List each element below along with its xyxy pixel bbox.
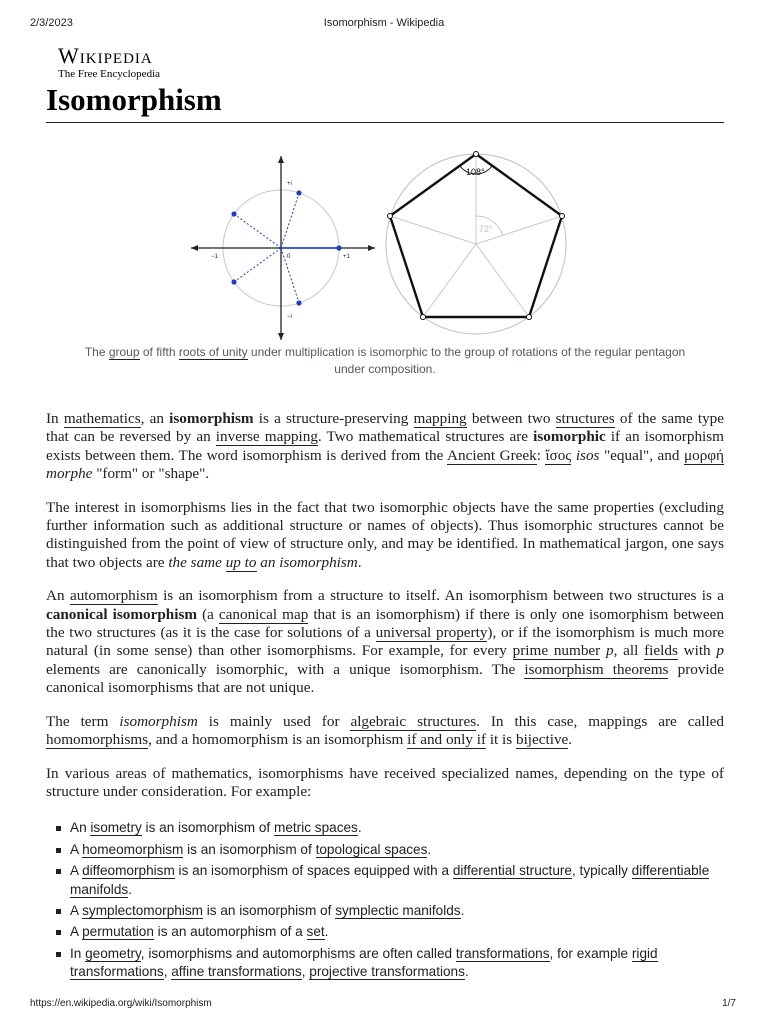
interior-angle-label: 108° — [466, 167, 485, 177]
caption-text: under multiplication is isomorphic to the group of rotations of the regular pentagon under composition. — [247, 345, 686, 376]
link-differential-structure[interactable]: differential structure — [452, 863, 572, 879]
paragraph-automorphism: An automorphism is an isomorphism from a structure to itself. An isomorphism between two structures is a canonical isomorphism (a canonical map that is an isomorphism) if there is only one isomorphism between the two structures (as it is the case for solutions of a universal property), or if the isomorphism is much more natural (in some sense) than other isomorphisms. For example, for every prime number p, all fields with p elements are canonically isomorphic, with a unique isomorphism. The isomorphism theorems provide canonical isomorphisms that are not unique. — [46, 587, 725, 697]
link-isomorphism-theorems[interactable]: isomorphism theorems — [524, 660, 669, 678]
link-permutation[interactable]: permutation — [82, 924, 154, 940]
list-item: A diffeomorphism is an isomorphism of spaces equipped with a differential structure, typically differentiable manifolds. — [70, 862, 724, 899]
central-angle-label: 72° — [479, 224, 493, 234]
real-axis-arrow — [368, 245, 375, 251]
link-inverse-mapping[interactable]: inverse mapping — [215, 428, 318, 446]
logo-wordmark: Wikipedia — [58, 43, 153, 68]
figure-caption — [80, 344, 690, 378]
print-date: 2/3/2023 — [30, 17, 73, 29]
spoke-3 — [423, 244, 476, 317]
link-symplectomorphism[interactable]: symplectomorphism — [82, 902, 203, 918]
print-footer — [0, 996, 768, 1024]
imaginary-axis-arrow-bottom — [278, 333, 284, 340]
label-minus-i: −i — [287, 314, 292, 320]
link-roots-of-unity[interactable]: roots of unity — [178, 345, 248, 359]
link-morphe[interactable]: μορφή — [683, 446, 724, 464]
list-item: A homeomorphism is an isomorphism of topological spaces. — [70, 841, 724, 859]
label-plus-i: +i — [287, 181, 292, 187]
link-structures[interactable]: structures — [555, 410, 615, 427]
link-canonical-map[interactable]: canonical map — [218, 605, 309, 623]
imaginary-axis-arrow — [278, 156, 284, 163]
spoke-4 — [476, 244, 529, 317]
root-radius-1 — [281, 193, 299, 248]
list-item: A symplectomorphism is an isomorphism of symplectic manifolds. — [70, 902, 724, 920]
list-item: In geometry, isomorphisms and automorphisms are often called transformations, for example rigid transformations, affine transformations, projective transformations. — [70, 945, 724, 982]
page-title: Isomorphism — [46, 80, 724, 123]
link-metric-spaces[interactable]: metric spaces — [274, 820, 358, 836]
root-point-3 — [231, 279, 236, 284]
root-radius-3 — [234, 248, 281, 282]
real-axis-arrow-left — [191, 245, 198, 251]
link-isos[interactable]: ἴσος — [545, 446, 572, 464]
root-point-4 — [296, 300, 301, 305]
article-body — [46, 410, 724, 985]
term-isomorphism: isomorphism — [169, 410, 254, 427]
root-point-2 — [231, 211, 236, 216]
link-set[interactable]: set — [306, 924, 325, 940]
link-rigid-transformations[interactable]: rigid transformations — [70, 945, 658, 980]
print-tab-title: Isomorphism - Wikipedia — [323, 17, 445, 29]
label-origin: 0 — [287, 254, 291, 260]
link-symplectic-manifolds[interactable]: symplectic manifolds — [335, 902, 461, 918]
label-plus-1: +1 — [343, 254, 350, 260]
link-isometry[interactable]: isometry — [90, 820, 142, 836]
link-topological-spaces[interactable]: topological spaces — [315, 841, 428, 857]
vertex-2 — [560, 214, 565, 219]
page-indicator: 1/7 — [722, 998, 736, 1009]
link-group[interactable]: group — [108, 345, 140, 359]
link-affine-transformations[interactable]: affine transformations — [171, 964, 302, 980]
list-item: An isometry is an isomorphism of metric spaces. — [70, 819, 724, 837]
lead-figure — [46, 148, 724, 378]
print-url: https://en.wikipedia.org/wiki/Isomorphism — [30, 998, 212, 1009]
roots-of-unity-plot — [191, 156, 375, 340]
vertex-3 — [527, 315, 532, 320]
vertex-1 — [474, 152, 479, 157]
term-isomorphic: isomorphic — [533, 428, 606, 446]
wikipedia-logo[interactable] — [58, 44, 160, 81]
link-automorphism[interactable]: automorphism — [69, 587, 158, 605]
link-mathematics[interactable]: mathematics — [63, 410, 141, 427]
print-header — [0, 0, 768, 34]
link-geometry[interactable]: geometry — [85, 945, 141, 961]
root-point-1 — [296, 190, 301, 195]
term-canonical-isomorphism: canonical isomorphism — [46, 605, 198, 623]
logo-tagline: The Free Encyclopedia — [58, 68, 161, 80]
root-point-0 — [336, 245, 341, 250]
spoke-2 — [390, 216, 476, 244]
link-prime-number[interactable]: prime number — [512, 642, 601, 660]
vertex-4 — [421, 315, 426, 320]
link-homeomorphism[interactable]: homeomorphism — [82, 841, 184, 857]
list-item: A permutation is an automorphism of a set. — [70, 923, 724, 941]
vertex-5 — [388, 214, 393, 219]
caption-text: The — [84, 345, 109, 359]
caption-text: of fifth — [139, 345, 179, 359]
paragraph-intro: In mathematics, an isomorphism is a structure-preserving mapping between two structures of the same type that can be reversed by an inverse mapping. Two mathematical structures are isomorphic if an isomorphism exists between them. The word isomorphism is derived from the Ancient Greek: ἴσος isos "equal", and μορφή morphe "form" or "shape". — [46, 410, 725, 483]
link-transformations[interactable]: transformations — [455, 945, 550, 961]
specialized-names-list — [46, 819, 724, 981]
link-up-to[interactable]: up to — [225, 553, 257, 571]
link-fields[interactable]: fields — [644, 642, 678, 660]
link-bijective[interactable]: bijective — [515, 731, 569, 749]
link-projective-transformations[interactable]: projective transformations — [309, 964, 465, 980]
link-universal-property[interactable]: universal property — [375, 624, 488, 642]
paragraph-interest: The interest in isomorphisms lies in the fact that two isomorphic objects have the same properties (excluding further information such as additional structure or names of objects). Thus isomorphic structures cannot be distinguished from the point of view of structure only, and may be identified. In mathematical jargon, one says that two objects are the same up to an isomorphism. — [46, 498, 724, 571]
link-differentiable-manifolds[interactable]: differentiable manifolds — [70, 863, 710, 897]
link-algebraic-structures[interactable]: algebraic structures — [350, 712, 477, 730]
label-minus-1: −1 — [211, 254, 218, 260]
link-diffeomorphism[interactable]: diffeomorphism — [82, 863, 175, 879]
link-homomorphisms[interactable]: homomorphisms — [46, 731, 149, 749]
pentagon-diagram — [386, 152, 566, 335]
roots-and-pentagon-diagram — [185, 148, 585, 340]
link-ancient-greek[interactable]: Ancient Greek — [447, 446, 537, 464]
paragraph-term: The term isomorphism is mainly used for algebraic structures. In this case, mappings are called homomorphisms, and a homomorphism is an isomorphism if and only if it is bijective. — [46, 712, 725, 749]
root-radius-2 — [234, 214, 281, 248]
link-if-and-only-if[interactable]: if and only if — [407, 731, 487, 749]
link-mapping[interactable]: mapping — [413, 410, 467, 427]
paragraph-areas: In various areas of mathematics, isomorphisms have received specialized names, depending on the type of structure under consideration. For example: — [46, 764, 724, 800]
